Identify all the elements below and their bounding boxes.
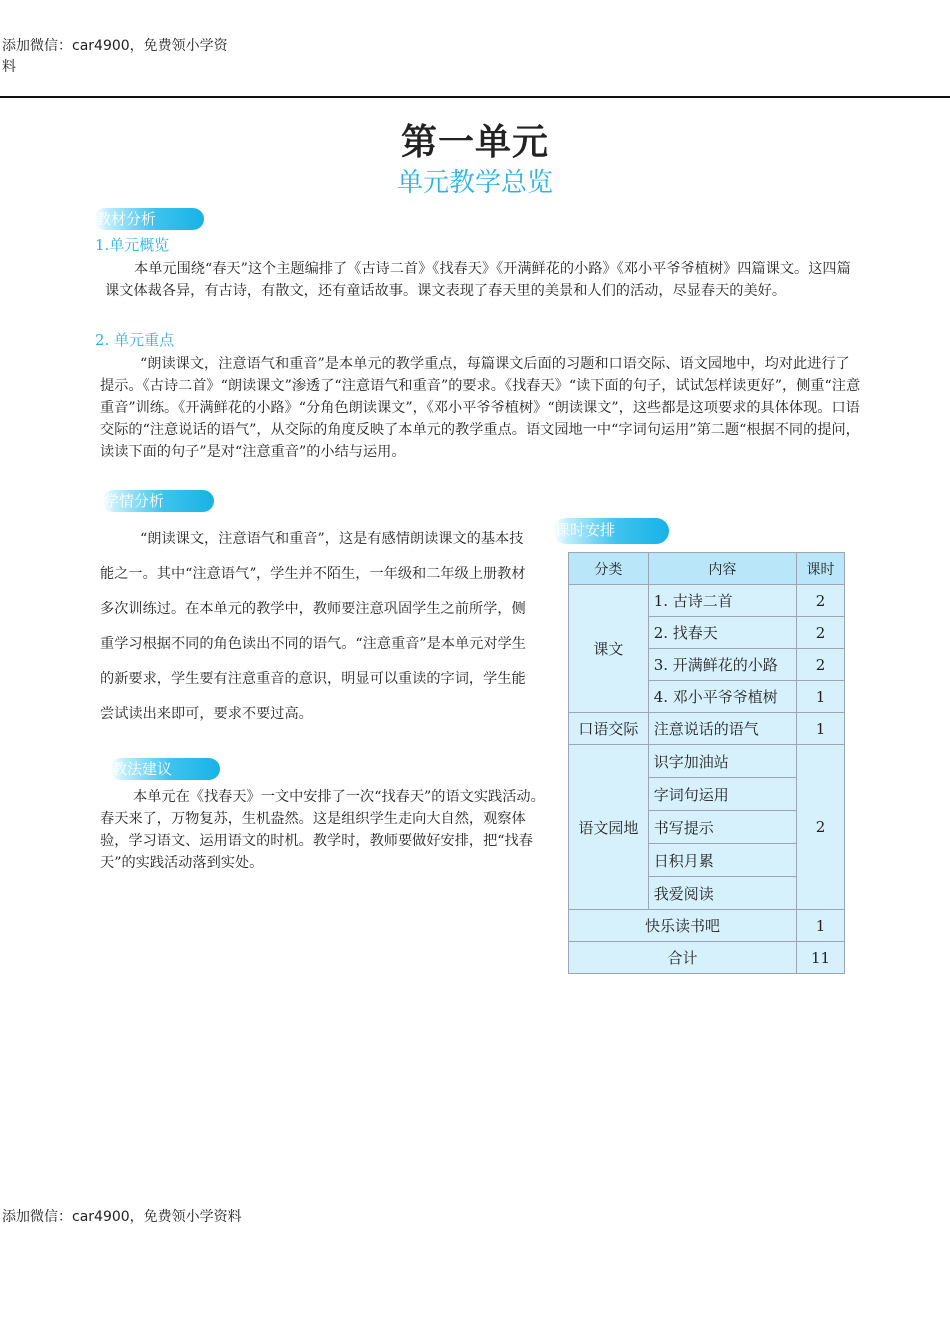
content-cell: 书写提示 [648,811,796,844]
content-cell: 4. 邓小平爷爷植树 [648,681,796,713]
footer-note: 添加微信：car4900，免费领小学资料 [2,1209,242,1225]
header-divider [0,96,950,98]
content-cell: 1. 古诗二首 [648,585,796,617]
category-garden: 语文园地 [569,745,649,910]
category-oral: 口语交际 [569,713,649,745]
header-content: 内容 [648,553,796,585]
key-heading: 2. 单元重点 [95,331,175,349]
key-text: “朗读课文，注意语气和重音”是本单元的教学重点，每篇课文后面的习题和口语交际、语文园地中，均对此进行了提示。《古诗二首》“朗读课文”渗透了“注意语气和重音”的要求。《找春天》“读下面的句子，试试怎样读更好”，侧重“注意重音”训练。《开满鲜花的小路》“分角色朗读课文”，《邓小平爷爷植树》“朗读课文”，这些都是这项要求的具体体现。口语交际的“注意说话的语气”，从交际的角度反映了本单元的教学重点。语文园地一中“字词句运用”第二题“根据不同的提问，读读下面的句子”是对“注意重音”的小结与运用。 [100,356,861,460]
student-text: “朗读课文，注意语气和重音”，这是有感情朗读课文的基本技能之一。其中“注意语气ˮ，学生并不陌生，一年级和二年级上册教材多次训练过。在本单元的教学中，教师要注意巩固学生之前所学，侧重学习根据不同的角色读出不同的语气。“注意重音”是本单元对学生的新要求，学生要有注意重音的意识，明显可以重读的字词，学生能尝试读出来即可，要求不要过高。 [100,531,526,722]
table-total-row [569,942,845,974]
section-tag-method: 教法建议 [110,758,220,780]
hours-cell: 1 [797,713,845,745]
table-row [569,745,845,778]
section-tag-analysis: 教材分析 [94,208,204,230]
content-cell: 快乐读书吧 [569,910,797,942]
table-row [569,713,845,745]
section-tag-schedule: 课时安排 [553,518,669,544]
hours-cell: 1 [797,910,845,942]
method-text: 本单元在《找春天》一文中安排了一次“找春天”的语文实践活动。春天来了，万物复苏，生机盎然。这是组织学生走向大自然，观察体验，学习语文、运用语文的时机。教学时，教师要做好安排，把“找春天”的实践活动落到实处。 [100,789,545,871]
page-title: 第一单元 [400,122,549,163]
header-line-2: 料 [2,59,16,75]
table-row [569,585,845,617]
content-cell: 3. 开满鲜花的小路 [648,649,796,681]
hours-cell: 2 [797,617,845,649]
header-note [2,36,272,78]
content-cell: 识字加油站 [648,745,796,778]
section-tag-student: 学情分析 [102,490,214,512]
total-hours: 11 [797,942,845,974]
header-hours: 课时 [797,553,845,585]
hours-cell: 1 [797,681,845,713]
content-cell: 字词句运用 [648,778,796,811]
header-line-1: 添加微信：car4900，免费领小学资 [2,38,228,54]
content-cell: 2. 找春天 [648,617,796,649]
overview-heading: 1.单元概览 [95,236,170,254]
overview-text: 本单元围绕“春天”这个主题编排了《古诗二首》《找春天》《开满鲜花的小路》《邓小平爷爷植树》四篇课文。这四篇课文体裁各异，有古诗，有散文，还有童话故事。课文表现了春天里的美景和人们的活动，尽显春天的美好。 [105,261,851,299]
total-label: 合计 [569,942,797,974]
lesson-schedule-table [568,552,845,974]
content-cell: 注意说话的语气 [648,713,796,745]
content-cell: 我爱阅读 [648,877,796,910]
hours-cell: 2 [797,745,845,910]
category-kewen: 课文 [569,585,649,713]
table-header-row [569,553,845,585]
hours-cell: 2 [797,649,845,681]
page-subtitle: 单元教学总览 [396,168,553,198]
content-cell: 日积月累 [648,844,796,877]
table-row [569,910,845,942]
hours-cell: 2 [797,585,845,617]
header-category: 分类 [569,553,649,585]
